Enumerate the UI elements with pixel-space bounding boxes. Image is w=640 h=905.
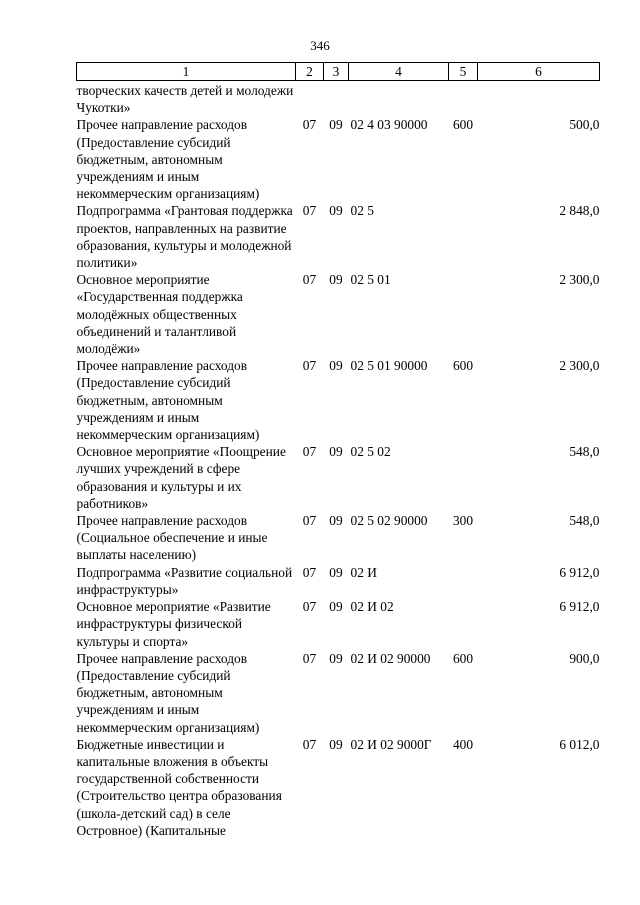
table-header: [77, 63, 600, 81]
header-col-5: 5: [449, 63, 478, 81]
row-amount: 900,0: [569, 650, 600, 666]
row-target-code: 02 5 01: [350, 272, 391, 288]
row-target-code: 02 И 02: [350, 599, 394, 615]
table-row: [77, 564, 600, 598]
table-row: [77, 271, 600, 357]
row-name: Прочее направление расходов (Предоставление субсидий бюджетным, автономным учреждениям и иным некоммерческим организациям): [76, 358, 260, 443]
header-col-1: 1: [77, 63, 296, 81]
table-body: [77, 81, 600, 839]
budget-table: [76, 62, 600, 839]
row-amount: 548,0: [569, 513, 600, 529]
row-name: Прочее направление расходов (Предоставление субсидий бюджетным, автономным учреждениям и иным некоммерческим организациям): [76, 650, 260, 735]
row-section: 07: [302, 599, 317, 615]
table-row: [77, 736, 600, 839]
row-target-code: 02 И 02 90000: [350, 650, 431, 666]
row-section: 07: [302, 564, 317, 580]
row-expense-type: 600: [452, 117, 474, 133]
header-col-4: 4: [349, 63, 449, 81]
table-row: [77, 81, 600, 117]
row-expense-type: 600: [452, 650, 474, 666]
row-name: Прочее направление расходов (Социальное обеспечение и иные выплаты населению): [76, 513, 268, 563]
row-subsection: 09: [329, 650, 343, 666]
row-expense-type: [449, 202, 478, 271]
row-target-code: 02 5 02: [350, 444, 391, 460]
row-amount: 500,0: [569, 117, 600, 133]
row-amount: 2 300,0: [559, 272, 600, 288]
row-section: [296, 81, 324, 117]
header-col-2: 2: [296, 63, 324, 81]
row-subsection: 09: [329, 599, 343, 615]
table-row: [77, 443, 600, 512]
row-section: 07: [302, 736, 317, 752]
row-subsection: 09: [329, 272, 343, 288]
row-subsection: [324, 81, 349, 117]
row-name: Подпрограмма «Развитие социальной инфраструктуры»: [76, 564, 293, 597]
row-name: Прочее направление расходов (Предоставление субсидий бюджетным, автономным учреждениям и иным некоммерческим организациям): [76, 117, 260, 202]
row-expense-type: 600: [452, 358, 474, 374]
row-subsection: 09: [329, 736, 343, 752]
row-subsection: 09: [329, 564, 343, 580]
row-target-code: 02 5 02 90000: [350, 513, 428, 529]
row-target-code: 02 И 02 9000Г: [350, 736, 432, 752]
page-number: 346: [310, 38, 330, 53]
table-row: [77, 512, 600, 564]
row-subsection: 09: [329, 444, 343, 460]
row-name: Основное мероприятие «Развитие инфраструктуры физической культуры и спорта»: [76, 599, 271, 649]
row-expense-type: [449, 443, 478, 512]
row-section: 07: [302, 272, 317, 288]
row-amount: 6 912,0: [559, 564, 600, 580]
row-section: 07: [302, 203, 317, 219]
row-name: Бюджетные инвестиции и капитальные вложения в объекты государственной собственности (Строительство центра образования (школа-детский сад) в селе Островное) (Капитальные: [76, 736, 282, 838]
row-amount: 2 300,0: [559, 358, 600, 374]
row-section: 07: [302, 358, 317, 374]
row-section: 07: [302, 513, 317, 529]
row-amount: [478, 81, 600, 117]
row-amount: 2 848,0: [559, 203, 600, 219]
row-expense-type: [449, 81, 478, 117]
row-subsection: 09: [329, 513, 343, 529]
row-expense-type: [449, 598, 478, 650]
row-expense-type: [449, 564, 478, 598]
row-section: 07: [302, 444, 317, 460]
row-subsection: 09: [329, 203, 343, 219]
row-subsection: 09: [329, 117, 343, 133]
row-amount: 6 912,0: [559, 599, 600, 615]
row-expense-type: 400: [452, 736, 474, 752]
table-row: [77, 116, 600, 202]
row-target-code: 02 4 03 90000: [350, 117, 428, 133]
table-row: [77, 202, 600, 271]
row-section: 07: [302, 117, 317, 133]
row-target-code: [349, 81, 449, 117]
row-target-code: 02 И: [350, 564, 377, 580]
row-name: творческих качеств детей и молодежи Чукотки»: [76, 83, 294, 116]
header-col-3: 3: [324, 63, 349, 81]
row-section: 07: [302, 650, 317, 666]
row-name: Подпрограмма «Грантовая поддержка проектов, направленных на развитие образования, культуры и молодежной политики»: [76, 203, 293, 271]
row-subsection: 09: [329, 358, 343, 374]
row-target-code: 02 5 01 90000: [350, 358, 428, 374]
header-col-6: 6: [478, 63, 600, 81]
table-row: [77, 598, 600, 650]
row-target-code: 02 5: [350, 203, 374, 219]
row-name: Основное мероприятие «Поощрение лучших учреждений в сфере образования и культуры и их работников»: [76, 444, 286, 511]
row-amount: 548,0: [569, 444, 600, 460]
row-amount: 6 012,0: [559, 736, 600, 752]
row-name: Основное мероприятие «Государственная поддержка молодёжных общественных объединений и талантливой молодёжи»: [76, 272, 243, 357]
table-row: [77, 650, 600, 736]
row-expense-type: [449, 271, 478, 357]
row-expense-type: 300: [452, 513, 474, 529]
table-row: [77, 357, 600, 443]
